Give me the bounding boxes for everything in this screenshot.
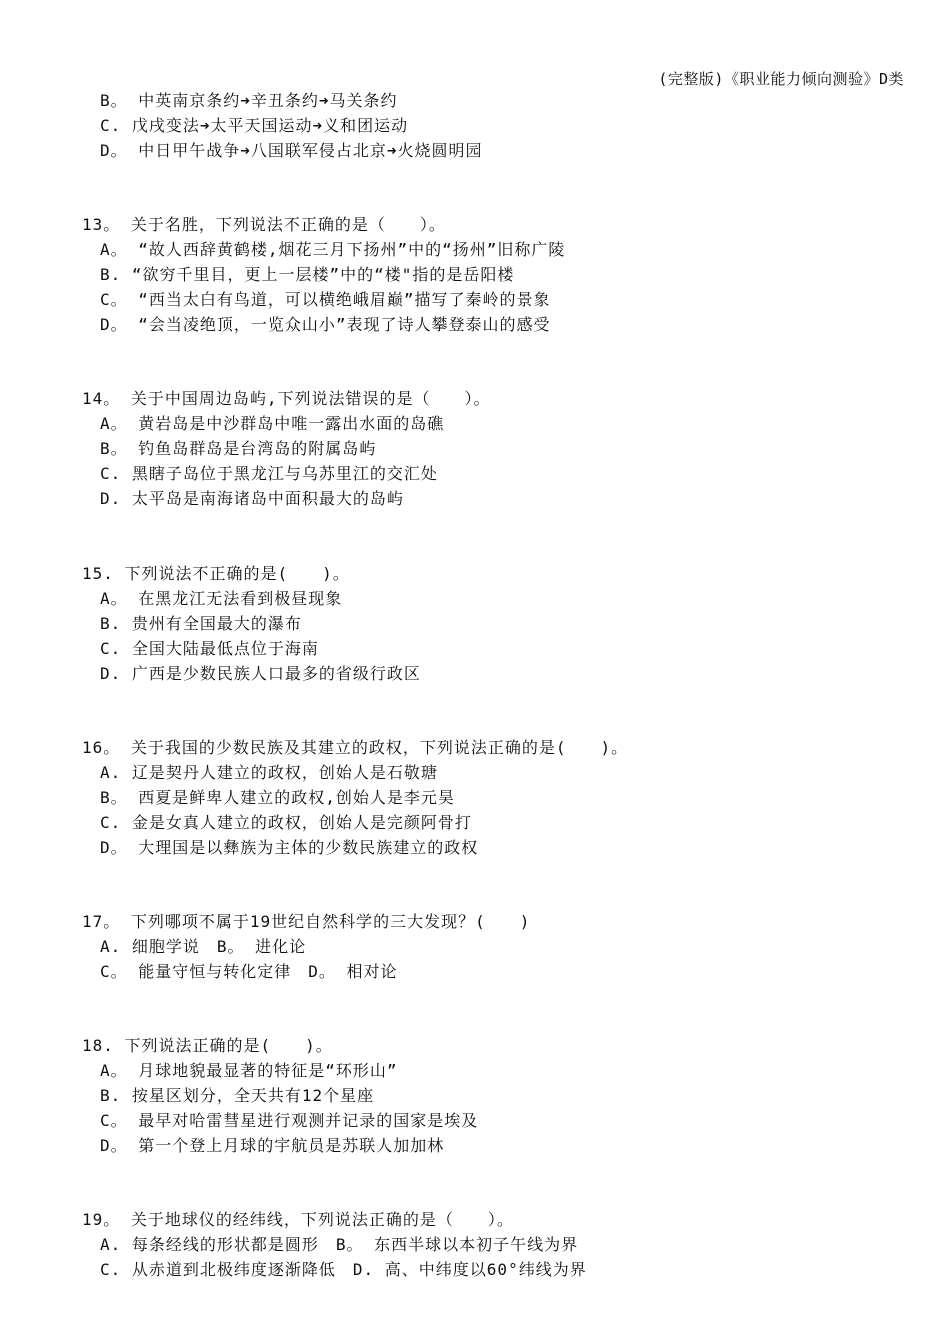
answer-option: B。 钓鱼岛群岛是台湾岛的附属岛屿 (100, 439, 377, 458)
question-stem: 14。 关于中国周边岛屿,下列说法错误的是（ ）。 (82, 389, 491, 408)
answer-option: D. 广西是少数民族人口最多的省级行政区 (100, 664, 421, 683)
answer-option: D。 “会当凌绝顶，一览众山小”表现了诗人攀登泰山的感受 (100, 315, 551, 334)
question-stem: 18. 下列说法正确的是( )。 (82, 1036, 333, 1055)
answer-option: A。 黄岩岛是中沙群岛中唯一露出水面的岛礁 (100, 414, 445, 433)
answer-option: A。 “故人西辞黄鹤楼,烟花三月下扬州”中的“扬州”旧称广陵 (100, 240, 566, 259)
answer-option: A。 月球地貌最显著的特征是“环形山” (100, 1061, 398, 1080)
answer-option: C. 戊戌变法➜太平天国运动➜义和团运动 (100, 116, 409, 135)
answer-option: C. 黑瞎子岛位于黑龙江与乌苏里江的交汇处 (100, 464, 438, 483)
answer-option: B. “欲穷千里目，更上一层楼”中的“楼"指的是岳阳楼 (100, 265, 515, 284)
answer-option: D. 太平岛是南海诸岛中面积最大的岛屿 (100, 489, 404, 508)
answer-option: D。 中日甲午战争➜八国联军侵占北京➜火烧圆明园 (100, 141, 483, 160)
answer-option: D。 大理国是以彝族为主体的少数民族建立的政权 (100, 838, 479, 857)
answer-option: A. 每条经线的形状都是圆形 B。 东西半球以本初子午线为界 (100, 1235, 579, 1254)
answer-option: C。 能量守恒与转化定律 D。 相对论 (100, 962, 398, 981)
answer-option: D。 第一个登上月球的宇航员是苏联人加加林 (100, 1136, 445, 1155)
question-stem: 17。 下列哪项不属于19世纪自然科学的三大发现？( ) (82, 912, 531, 931)
question-stem: 16。 关于我国的少数民族及其建立的政权，下列说法正确的是( )。 (82, 738, 629, 757)
answer-option: C. 全国大陆最低点位于海南 (100, 639, 319, 658)
document-header: (完整版)《职业能力倾向测验》D类 (658, 70, 904, 88)
question-stem: 13。 关于名胜，下列说法不正确的是（ ）。 (82, 215, 446, 234)
answer-option: B。 西夏是鲜卑人建立的政权,创始人是李元昊 (100, 788, 455, 807)
answer-option: B. 按星区划分，全天共有12个星座 (100, 1086, 375, 1105)
answer-option: C。 “西当太白有鸟道，可以横绝峨眉巅”描写了秦岭的景象 (100, 290, 551, 309)
answer-option: C. 金是女真人建立的政权，创始人是完颜阿骨打 (100, 813, 472, 832)
question-stem: 15. 下列说法不正确的是( )。 (82, 564, 350, 583)
answer-option: B. 贵州有全国最大的瀑布 (100, 614, 302, 633)
question-stem: 19。 关于地球仪的经纬线，下列说法正确的是（ ）。 (82, 1210, 514, 1229)
answer-option: A. 细胞学说 B。 进化论 (100, 937, 307, 956)
answer-option: A。 在黑龙江无法看到极昼现象 (100, 589, 343, 608)
answer-option: C. 从赤道到北极纬度逐渐降低 D. 高、中纬度以60°纬线为界 (100, 1260, 587, 1279)
answer-option: B。 中英南京条约➜辛丑条约➜马关条约 (100, 91, 398, 110)
answer-option: C。 最早对哈雷彗星进行观测并记录的国家是埃及 (100, 1111, 479, 1130)
answer-option: A. 辽是契丹人建立的政权，创始人是石敬瑭 (100, 763, 438, 782)
